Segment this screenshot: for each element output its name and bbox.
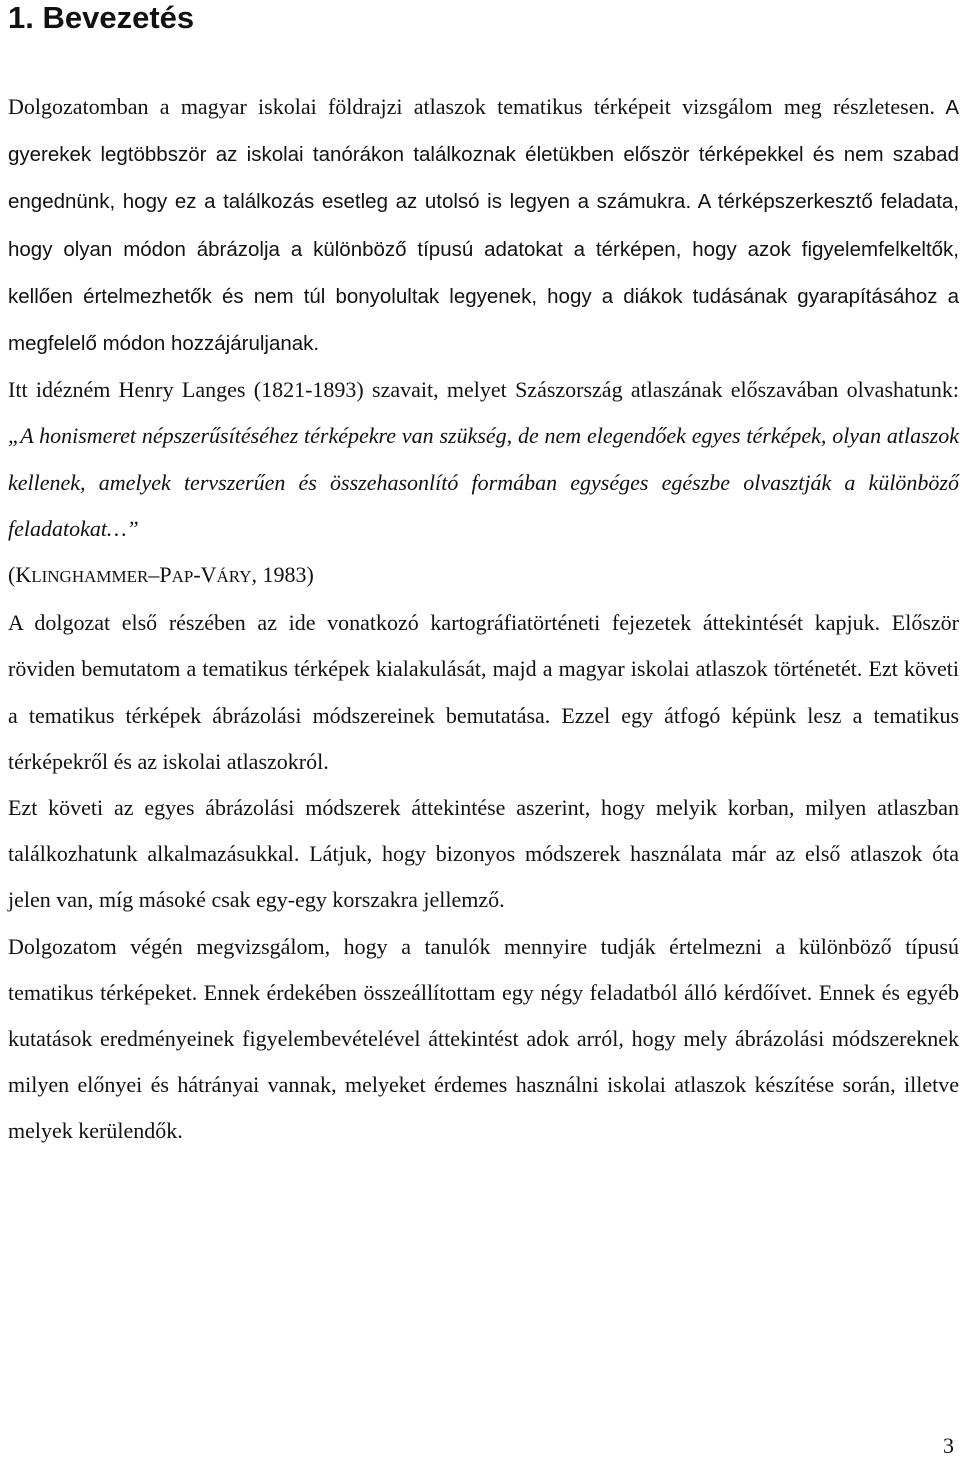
page-number: 3	[943, 1433, 954, 1458]
quotation-text: „A honismeret népszerűsítéséhez térképekre van szükség, de nem elegendőek egyes térképek, olyan atlaszok kellenek, amelyek tervszerűen és összehasonlító formában egységes egészbe olvasztják a különböző feladatokat…”	[8, 423, 959, 541]
paragraph-introduction-part1: Dolgozatomban a magyar iskolai földrajzi atlaszok tematikus térképeit vizsgálom meg részletesen.	[8, 94, 935, 119]
quotation-intro: Itt idézném Henry Langes (1821-1893) szavait, melyet Szászország atlaszának előszavában olvashatunk:	[8, 377, 959, 403]
paragraph-introduction-part2: A gyerekek legtöbbször az iskolai tanórákon találkoznak életükben először térképekkel és nem szabad engednünk, hogy ez a találkozás esetleg az utolsó is legyen a számukra. A térképszerkesztő feladata, hogy olyan módon ábrázolja a különböző típusú adatokat a térképen, hogy azok figyelemfelkeltők, kellően értelmezhetők és nem túl bonyolultak legyenek, hogy a diákok tudásának gyarapításához a megfelelő módon hozzájáruljanak.	[8, 96, 959, 356]
document-body	[8, 84, 959, 1155]
paragraph-introduction	[8, 84, 959, 367]
paragraph-quotation	[8, 367, 959, 600]
citation: (KLINGHAMMER–PAP-VÁRY, 1983)	[8, 562, 314, 588]
paragraph-methods: Ezt követi az egyes ábrázolási módszerek áttekintése aszerint, hogy melyik korban, milyen atlaszban találkozhatunk alkalmazásukkal. Látjuk, hogy bizonyos módszerek használata már az első atlaszok óta jelen van, míg másoké csak egy-egy korszakra jellemző.	[8, 795, 959, 913]
paragraph-structure: A dolgozat első részében az ide vonatkozó kartográfiatörténeti fejezetek áttekintését kapjuk. Először röviden bemutatom a tematikus térképek kialakulását, majd a magyar iskolai atlaszok történetét. Ezt követi a tematikus térképek ábrázolási módszereinek bemutatása. Ezzel egy átfogó képünk lesz a tematikus térképekről és az iskolai atlaszokról.	[8, 610, 959, 774]
paragraph-survey: Dolgozatom végén megvizsgálom, hogy a tanulók mennyire tudják értelmezni a különböző típusú tematikus térképeket. Ennek érdekében összeállítottam egy négy feladatból álló kérdőívet. Ennek és egyéb kutatások eredményeinek figyelembevételével áttekintést adok arról, hogy mely ábrázolási módszereknek milyen előnyei és hátrányai vannak, melyeket érdemes használni iskolai atlaszok készítése során, illetve melyek kerülendők.	[8, 933, 959, 1144]
section-heading: 1. Bevezetés	[8, 0, 195, 35]
